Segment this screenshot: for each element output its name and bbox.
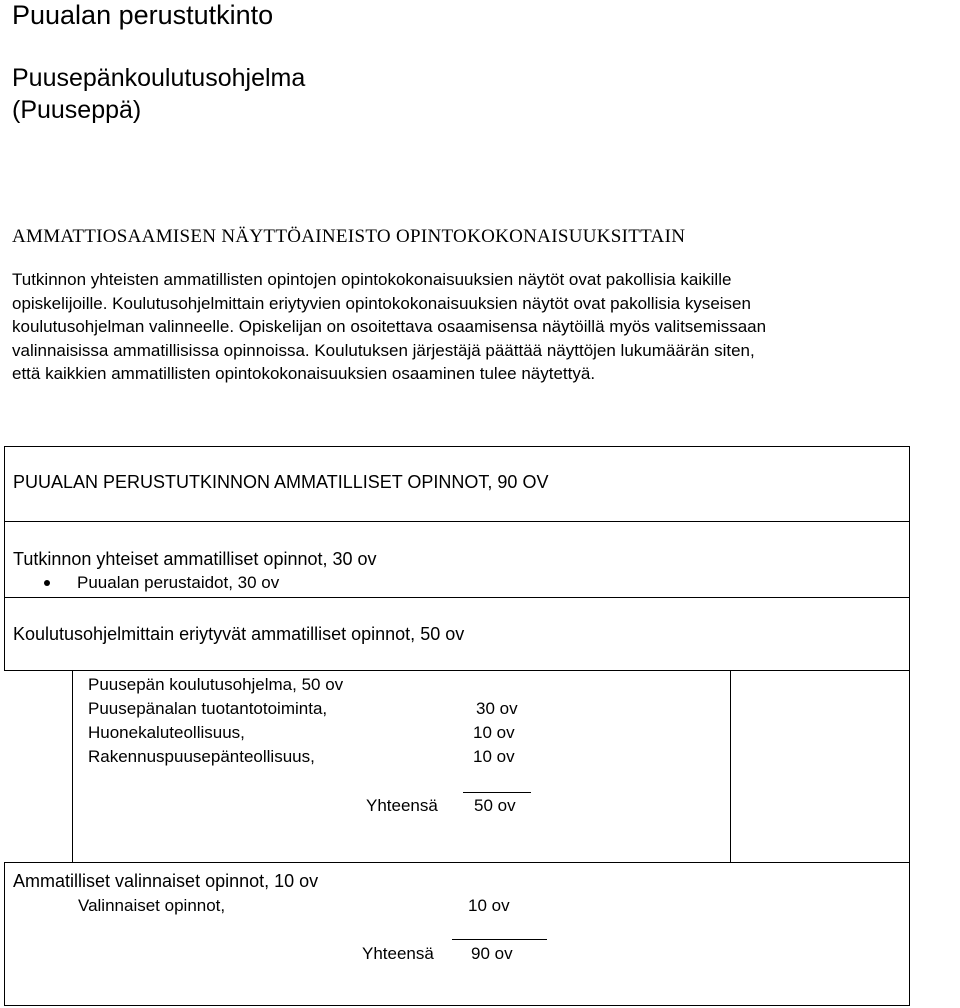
sum-line	[452, 939, 547, 940]
intro-line: että kaikkien ammatillisten opintokokonaisuuksien osaaminen tulee näytettyä.	[12, 364, 596, 383]
common-studies-title: Tutkinnon yhteiset ammatilliset opinnot, 30 ov	[13, 549, 377, 569]
program-title: Puusepän koulutusohjelma, 50 ov	[88, 675, 344, 694]
table-divider	[4, 862, 910, 863]
program-studies-title: Koulutusohjelmittain eriytyvät ammatilliset opinnot, 50 ov	[13, 624, 465, 644]
program-item-label: Rakennuspuusepänteollisuus,	[88, 747, 315, 766]
intro-line: valinnaisissa ammatillisissa opinnoissa. Koulutuksen järjestäjä päättää näyttöjen lukumäärän siten,	[12, 340, 755, 360]
bullet-icon	[44, 580, 50, 586]
table-divider	[4, 597, 910, 598]
intro-line: opiskelijoille. Koulutusohjelmittain eriytyvien opintokokonaisuuksien näytöt ovat pakollisia kyseisen	[12, 293, 751, 313]
program-short-name: (Puuseppä)	[12, 96, 142, 124]
table-header: PUUALAN PERUSTUTKINNON AMMATILLISET OPINNOT, 90 OV	[13, 472, 549, 492]
elective-item-value: 10 ov	[468, 896, 510, 915]
program-item-value: 10 ov	[473, 747, 515, 766]
table-border-bottom	[4, 1005, 910, 1006]
elective-total-label: Yhteensä	[362, 944, 434, 963]
program-name: Puusepänkoulutusohjelma	[12, 64, 306, 92]
common-studies-item: Puualan perustaidot, 30 ov	[77, 573, 280, 592]
program-item-label: Puusepänalan tuotantotoiminta,	[88, 699, 328, 718]
elective-total-value: 90 ov	[471, 944, 513, 963]
intro-line: Tutkinnon yhteisten ammatillisten opintojen opintokokonaisuuksien näytöt ovat pakollisia kaikille	[12, 270, 732, 289]
elective-studies-title: Ammatilliset valinnaiset opinnot, 10 ov	[13, 871, 319, 891]
table-border-left	[4, 862, 5, 1006]
sum-line	[463, 792, 531, 793]
program-total-value: 50 ov	[474, 796, 516, 815]
program-item-value: 30 ov	[476, 699, 518, 718]
program-total-label: Yhteensä	[366, 796, 438, 815]
intro-paragraph	[12, 268, 960, 386]
program-box-right	[730, 670, 731, 863]
table-divider	[4, 670, 910, 671]
table-border-left	[4, 446, 5, 670]
program-item-label: Huonekaluteollisuus,	[88, 723, 245, 742]
table-divider	[4, 521, 910, 522]
table-border-top	[4, 446, 910, 447]
program-box-left	[72, 670, 73, 863]
document-title: Puualan perustutkinto	[12, 0, 274, 30]
elective-item-label: Valinnaiset opinnot,	[78, 896, 226, 915]
table-border-right	[909, 446, 910, 1006]
section-heading: AMMATTIOSAAMISEN NÄYTTÖAINEISTO OPINTOKOKONAISUUKSITTAIN	[12, 226, 686, 247]
intro-line: koulutusohjelman valinneelle. Opiskelijan on osoitettava osaamisensa näytöillä myös valitsemissaan	[12, 317, 767, 336]
program-item-value: 10 ov	[473, 723, 515, 742]
